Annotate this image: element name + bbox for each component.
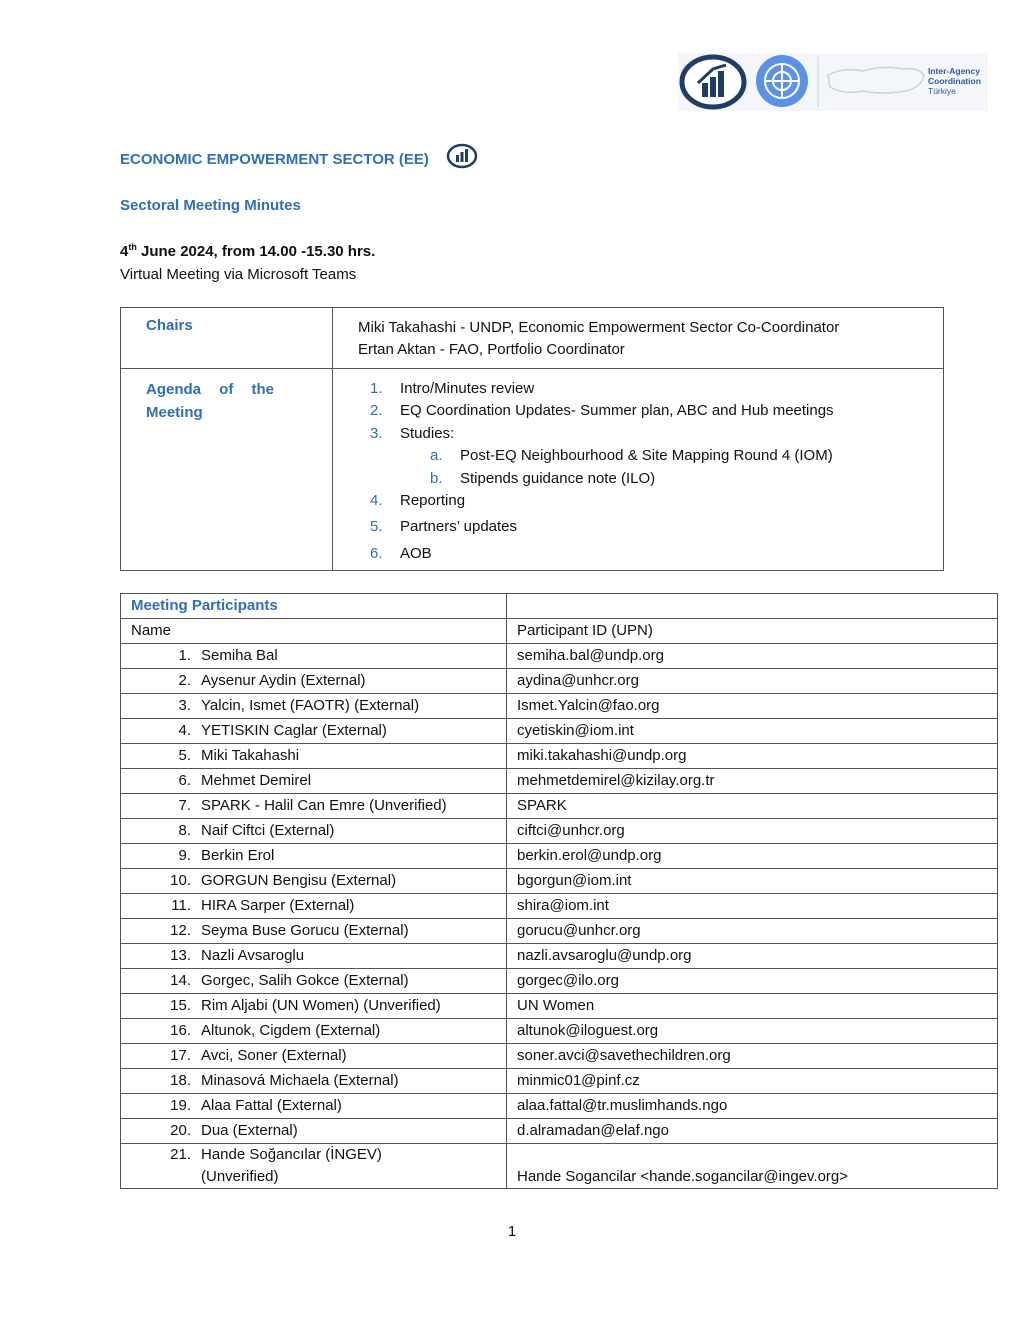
meeting-date: 4th June 2024, from 14.00 -15.30 hrs. <box>120 242 376 260</box>
participant-id: altunok@iloguest.org <box>507 1019 998 1044</box>
logo-text: Inter-Agency <box>928 66 980 76</box>
participant-id: Hande Sogancilar <hande.sogancilar@ingev.org> <box>507 1144 998 1189</box>
participant-name: 8. Naif Ciftci (External) <box>121 819 507 844</box>
agenda-subitem: b. Stipends guidance note (ILO) <box>430 469 656 487</box>
participant-name: 17. Avci, Soner (External) <box>121 1044 507 1069</box>
table-row <box>121 994 998 1019</box>
participant-name: 16. Altunok, Cigdem (External) <box>121 1019 507 1044</box>
agenda-item: 1. Intro/Minutes review <box>370 380 535 397</box>
chairs-row <box>121 308 944 369</box>
agenda-item: 2. EQ Coordination Updates- Summer plan, ABC and Hub meetings <box>370 402 834 420</box>
participant-id: semiha.bal@undp.org <box>507 644 998 669</box>
participant-id: alaa.fattal@tr.muslimhands.ngo <box>507 1094 998 1119</box>
participant-name: 18. Minasová Michaela (External) <box>121 1069 507 1094</box>
participant-name: 13. Nazli Avsaroglu <box>121 944 507 969</box>
table-row <box>121 1144 998 1189</box>
participant-id: berkin.erol@undp.org <box>507 844 998 869</box>
page-number: 1 <box>507 1223 517 1240</box>
participant-id: cyetiskin@iom.int <box>507 719 998 744</box>
agenda-subitem: a. Post-EQ Neighbourhood & Site Mapping Round 4 (IOM) <box>430 447 833 465</box>
table-row <box>121 694 998 719</box>
column-header-name: Name <box>121 619 507 644</box>
participant-id: miki.takahashi@undp.org <box>507 744 998 769</box>
participant-id: mehmetdemirel@kizilay.org.tr <box>507 769 998 794</box>
participant-name: 11. HIRA Sarper (External) <box>121 894 507 919</box>
meeting-info-table <box>120 307 944 571</box>
document-subtitle: Sectoral Meeting Minutes <box>120 197 301 214</box>
participant-id: Ismet.Yalcin@fao.org <box>507 694 998 719</box>
chairs-label: Chairs <box>121 308 333 369</box>
participant-name: 9. Berkin Erol <box>121 844 507 869</box>
table-row <box>121 744 998 769</box>
participants-title: Meeting Participants <box>121 594 507 619</box>
table-row <box>121 1094 998 1119</box>
participant-id: SPARK <box>507 794 998 819</box>
participant-name: 7. SPARK - Halil Can Emre (Unverified) <box>121 794 507 819</box>
participant-name: 2. Aysenur Aydin (External) <box>121 669 507 694</box>
participant-name: 14. Gorgec, Salih Gokce (External) <box>121 969 507 994</box>
svg-text:Türkiye: Türkiye <box>928 86 956 96</box>
participant-id: ciftci@unhcr.org <box>507 819 998 844</box>
participant-name: 21. Hande Soğancılar (İNGEV) (Unverified) <box>121 1144 507 1189</box>
participant-name: 12. Seyma Buse Gorucu (External) <box>121 919 507 944</box>
agenda-list <box>333 369 944 571</box>
participant-id: nazli.avsaroglu@undp.org <box>507 944 998 969</box>
participant-name: 10. GORGUN Bengisu (External) <box>121 869 507 894</box>
participant-id: gorucu@unhcr.org <box>507 919 998 944</box>
agenda-item: 4. Reporting <box>370 492 466 510</box>
table-row <box>121 919 998 944</box>
table-row <box>121 1019 998 1044</box>
agenda-row <box>121 369 944 571</box>
chairs-value <box>333 308 944 369</box>
participant-name: 15. Rim Aljabi (UN Women) (Unverified) <box>121 994 507 1019</box>
table-row <box>121 1044 998 1069</box>
participant-id: aydina@unhcr.org <box>507 669 998 694</box>
participant-name: 5. Miki Takahashi <box>121 744 507 769</box>
table-row <box>121 844 998 869</box>
table-row <box>121 1119 998 1144</box>
participant-name: 6. Mehmet Demirel <box>121 769 507 794</box>
table-row <box>121 819 998 844</box>
participant-id: d.alramadan@elaf.ngo <box>507 1119 998 1144</box>
economic-empowerment-icon <box>446 142 478 170</box>
participant-name: 4. YETISKIN Caglar (External) <box>121 719 507 744</box>
participant-name: 20. Dua (External) <box>121 1119 507 1144</box>
participants-title-row <box>121 594 998 619</box>
table-row <box>121 969 998 994</box>
sector-logo-icon <box>682 57 744 107</box>
table-row <box>121 644 998 669</box>
chair-1: Miki Takahashi - UNDP, Economic Empowerment Sector Co-Coordinator <box>358 319 840 336</box>
table-row <box>121 944 998 969</box>
participant-name: 1. Semiha Bal <box>121 644 507 669</box>
participant-id: shira@iom.int <box>507 894 998 919</box>
header-logos <box>678 53 988 111</box>
agenda-label: Agenda of the Meeting <box>121 369 333 571</box>
table-row <box>121 794 998 819</box>
participants-table <box>120 593 998 1189</box>
agenda-item: 5. Partners’ updates <box>370 518 518 536</box>
participants-title-blank <box>507 594 998 619</box>
participant-name: 19. Alaa Fattal (External) <box>121 1094 507 1119</box>
table-row <box>121 869 998 894</box>
chair-2: Ertan Aktan - FAO, Portfolio Coordinator <box>358 341 625 358</box>
participant-id: minmic01@pinf.cz <box>507 1069 998 1094</box>
meeting-mode: Virtual Meeting via Microsoft Teams <box>120 266 357 283</box>
participant-id: soner.avci@savethechildren.org <box>507 1044 998 1069</box>
table-row <box>121 1069 998 1094</box>
column-header-id: Participant ID (UPN) <box>507 619 998 644</box>
agenda-item: 3. Studies: <box>370 424 455 442</box>
table-row <box>121 719 998 744</box>
participant-name: 3. Yalcin, Ismet (FAOTR) (External) <box>121 694 507 719</box>
participant-id: bgorgun@iom.int <box>507 869 998 894</box>
participants-header-row <box>121 619 998 644</box>
svg-text:Coordination: Coordination <box>928 76 981 86</box>
agenda-item: 6. AOB <box>370 544 432 562</box>
table-row <box>121 894 998 919</box>
table-row <box>121 769 998 794</box>
participant-id: UN Women <box>507 994 998 1019</box>
un-emblem-icon <box>756 55 808 107</box>
table-row <box>121 669 998 694</box>
sector-title: ECONOMIC EMPOWERMENT SECTOR (EE) <box>120 151 429 168</box>
participant-id: gorgec@ilo.org <box>507 969 998 994</box>
